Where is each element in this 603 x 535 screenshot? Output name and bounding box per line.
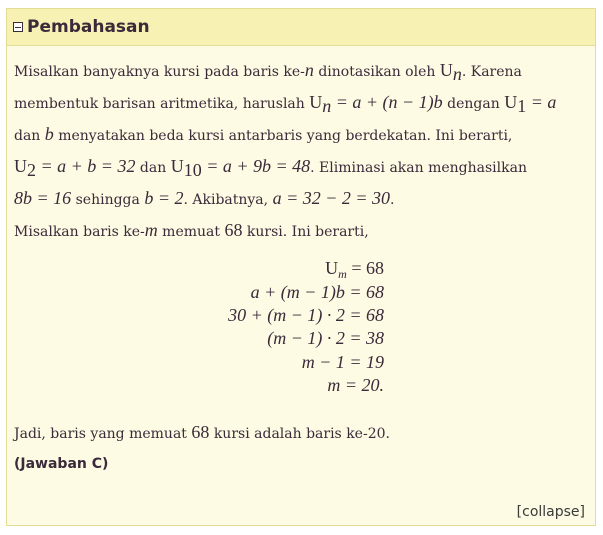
paragraph-5: 8b = 16 sehingga b = 2. Akibatnya, a = 32 − 2 = 30.: [14, 188, 395, 208]
equation-line-1: $U_m = 68$: [325, 258, 384, 281]
solution-box: [6, 8, 596, 526]
paragraph-4: $U_2 = a + b = 32$ dan $U_{10} = a + 9b = 48$. Eliminasi akan menghasilkan: [14, 156, 527, 180]
solution-title: Pembahasan: [27, 17, 150, 37]
equation-line-5: m − 1 = 19: [301, 352, 384, 372]
equation-line-6: m = 20.: [327, 375, 384, 395]
equation-line-3: 30 + (m − 1) · 2 = 68: [228, 305, 384, 325]
collapse-toggle-icon[interactable]: [13, 22, 23, 32]
paragraph-6: Misalkan baris ke-m memuat 68 kursi. Ini berarti,: [14, 220, 369, 240]
paragraph-1: Misalkan banyaknya kursi pada baris ke-n dinotasikan oleh $U_n$. Karena: [14, 60, 522, 84]
equation-line-2: a + (m − 1)b = 68: [250, 282, 384, 302]
conclusion: Jadi, baris yang memuat 68 kursi adalah baris ke-20.: [14, 422, 390, 442]
solution-header[interactable]: [7, 9, 595, 46]
answer-label: (Jawaban C): [14, 456, 109, 472]
paragraph-2: membentuk barisan aritmetika, haruslah $U_n = a + (n - 1)b$ dengan $U_1 = a$: [14, 92, 557, 116]
equation-line-4: (m − 1) · 2 = 38: [267, 328, 384, 348]
paragraph-3: dan b menyatakan beda kursi antarbaris yang berdekatan. Ini berarti,: [14, 124, 513, 144]
collapse-link[interactable]: [collapse]: [516, 504, 585, 520]
